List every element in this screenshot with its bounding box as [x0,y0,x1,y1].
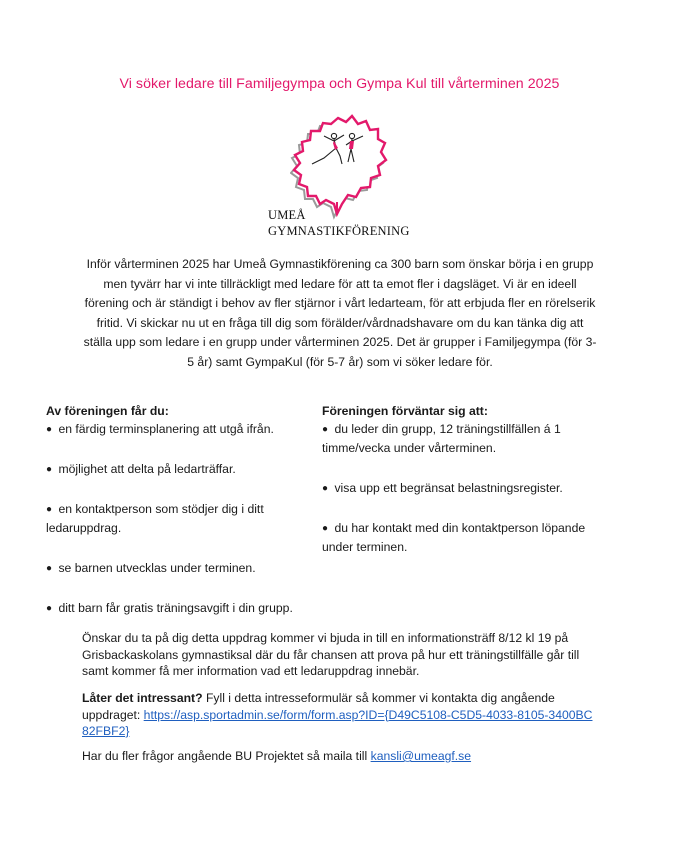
page-title: Vi söker ledare till Familjegympa och Gympa Kul till vårterminen 2025 [119,76,560,92]
interest-paragraph [82,690,598,740]
interest-lead: Låter det intressant? [82,691,203,705]
bullet-icon: ● [322,424,329,435]
bullet-icon: ● [46,464,53,475]
bullet-icon: ● [322,523,329,534]
expectation-item: ● visa upp ett begränsat belastningsregister. [322,481,563,495]
benefit-item: ● möjlighet att delta på ledarträffar. [46,462,236,476]
contact-text: Har du fler frågor angående BU Projektet så maila till [82,749,371,763]
benefit-item: ● ditt barn får gratis träningsavgift i din grupp. [46,601,293,615]
benefit-item: ● en kontaktperson som stödjer dig i ditt ledaruppdrag. [46,502,264,535]
expectation-item: ● du har kontakt med din kontaktperson löpande under terminen. [322,521,586,554]
benefit-item: ● se barnen utvecklas under terminen. [46,561,256,575]
interest-form-link[interactable]: https://asp.sportadmin.se/form/form.asp?ID={D49C5108-C5D5-4033-8105-3400BC82FBF2} [82,707,593,738]
bullet-icon: ● [46,504,53,515]
bullet-icon: ● [46,603,53,614]
club-name-line1: UMEÅ [268,208,306,222]
bullet-icon: ● [46,424,53,435]
expectation-item: ● du leder din grupp, 12 träningstillfällen á 1 timme/vecka under vårterminen. [322,422,561,455]
intro-paragraph: Inför vårterminen 2025 har Umeå Gymnastikförening ca 300 barn som önskar börja i en grupp men tyvärr har vi inte tillräckligt med ledare för att ta emot fler i dagsläget. Vi är en ideell förening och är ständigt i behov av fler stjärnor i vårt ledarteam, för att erbjuda fler en rörelserik fritid. Vi skickar nu ut en fråga till dig som förälder/vårdnadshavare om du kan tänka dig att ställa upp som ledare i en grupp under vårterminen 2025. Det är grupper i Familjegympa (för 3-5 år) samt GympaKul (för 5-7 år) som vi söker ledare för. [83,257,597,369]
info-meeting-paragraph: Önskar du ta på dig detta uppdrag kommer vi bjuda in till en informationsträff 8/12 kl 19 på Grisbackaskolans gymnastiksal där du får chansen att prova på hur ett träningstillfälle går till samt kommer få mer information vad ett ledaruppdrag innebär. [82,631,580,678]
benefits-heading: Av föreningen får du: [46,404,169,418]
bullet-icon: ● [322,483,329,494]
club-logo-leaf [290,112,390,222]
expectations-column [322,402,612,578]
benefits-column [46,402,314,639]
expectations-heading: Föreningen förväntar sig att: [322,404,488,418]
club-name [268,208,410,239]
interest-text: Fyll i detta intresseformulär så kommer vi kontakta dig angående uppdraget: [82,691,555,722]
bullet-icon: ● [46,563,53,574]
club-name-line2: GYMNASTIKFÖRENING [268,223,410,238]
benefit-item: ● en färdig terminsplanering att utgå ifrån. [46,422,274,436]
contact-email-link[interactable]: kansli@umeagf.se [370,749,472,763]
contact-paragraph [82,748,598,765]
